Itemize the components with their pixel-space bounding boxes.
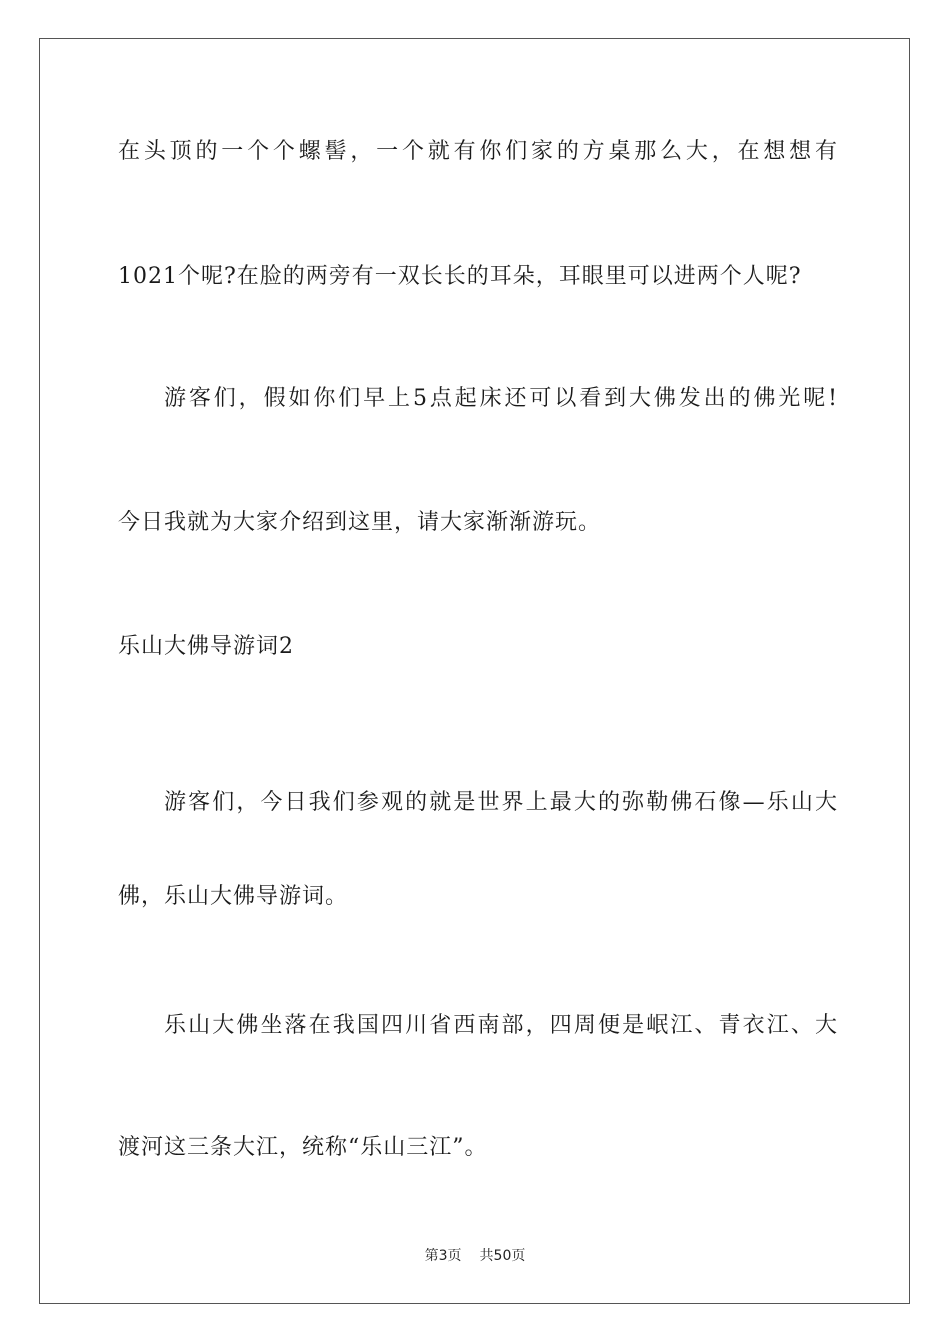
page-total: 共50页 bbox=[479, 1248, 526, 1264]
page-number: 第3页 bbox=[424, 1248, 462, 1264]
body-line-8: 渡河这三条大江，统称“乐山三江”。 bbox=[118, 1135, 488, 1160]
body-line-2: 1021个呢?在脸的两旁有一双长长的耳朵，耳眼里可以进两个人呢? bbox=[118, 264, 802, 289]
page-frame bbox=[39, 38, 910, 1304]
page-footer bbox=[0, 1246, 950, 1266]
body-line-5: 游客们，今日我们参观的就是世界上最大的弥勒佛石像—乐山大 bbox=[164, 790, 838, 815]
body-line-6: 佛，乐山大佛导游词。 bbox=[118, 884, 349, 909]
body-line-3: 游客们，假如你们早上5点起床还可以看到大佛发出的佛光呢! bbox=[164, 386, 838, 411]
body-line-7: 乐山大佛坐落在我国四川省西南部，四周便是岷江、青衣江、大 bbox=[164, 1013, 838, 1038]
body-line-1: 在头顶的一个个螺髻，一个就有你们家的方桌那么大，在想想有 bbox=[118, 139, 838, 164]
section-heading: 乐山大佛导游词2 bbox=[118, 634, 294, 659]
body-line-4: 今日我就为大家介绍到这里，请大家渐渐游玩。 bbox=[118, 510, 602, 535]
